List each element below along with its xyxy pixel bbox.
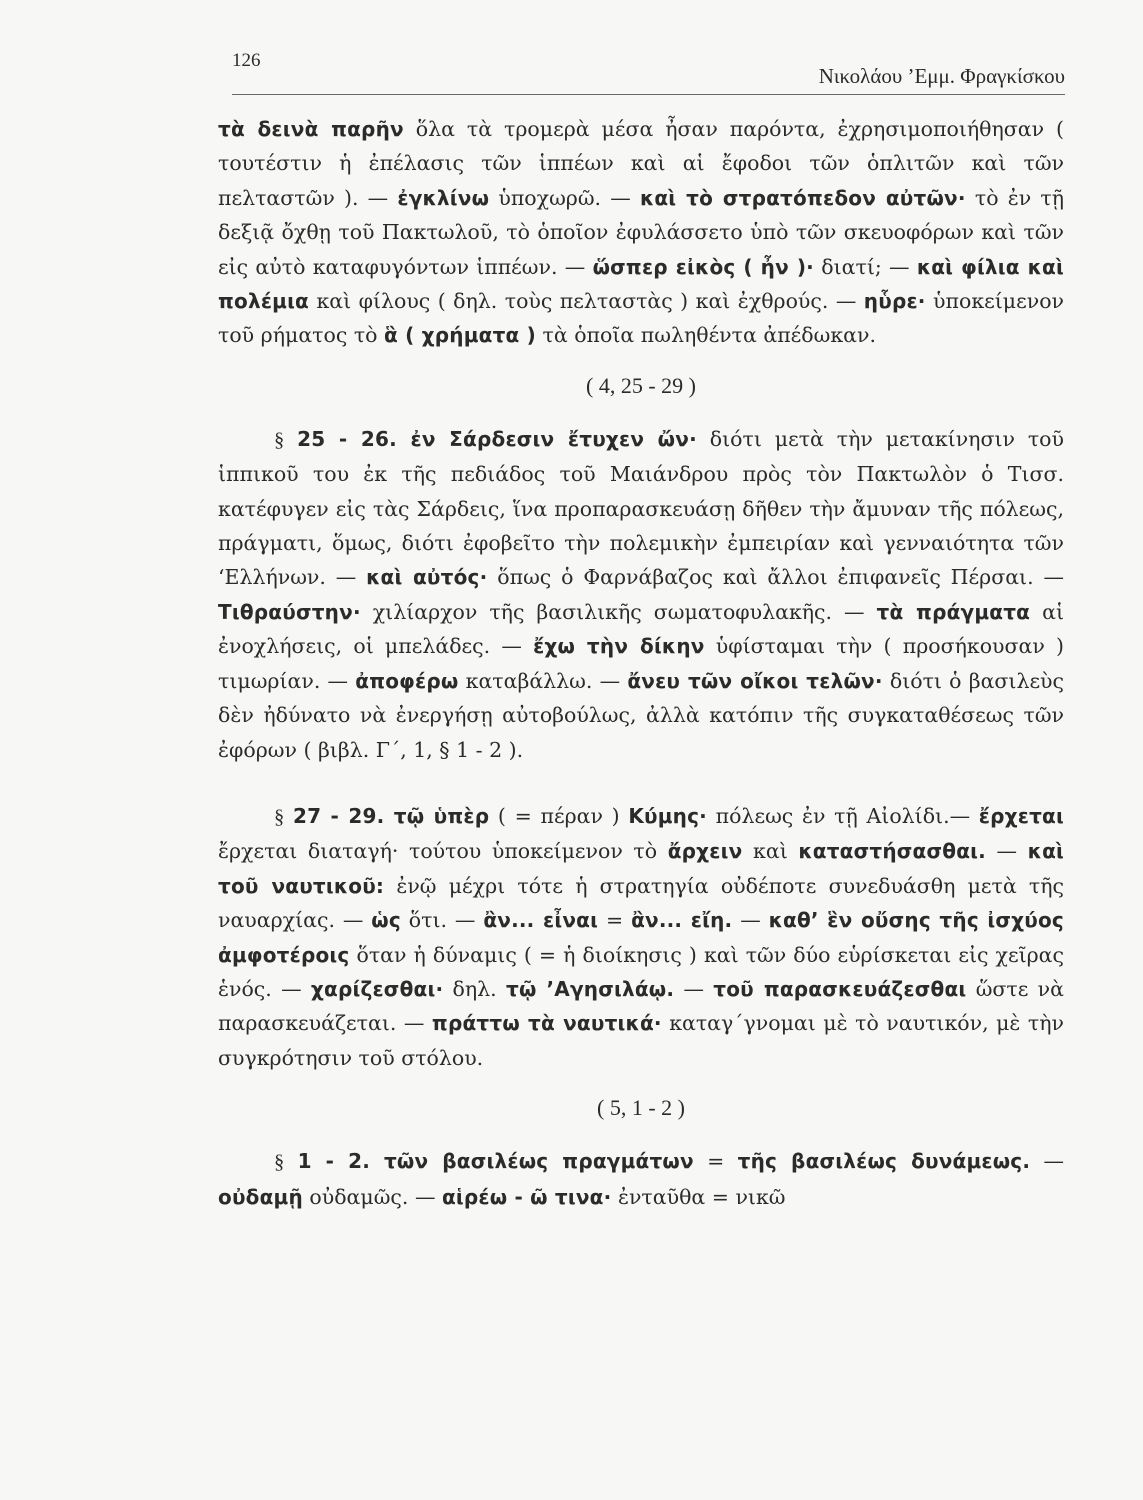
gloss: ἐνῷ μέχρι τότε ἡ στρατηγία οὐδέποτε συνεδυάσθη μετὰ τῆς ναυαρχίας. — — [218, 873, 1065, 933]
gloss: δηλ. — [443, 976, 506, 1001]
gloss: καὶ φίλους ( δηλ. τοὺς πελταστὰς ) καὶ ἐχθρούς. — — [309, 289, 864, 314]
gloss: ὑφίσταμαι τὴν ( προσήκουσαν ) τιμωρίαν. — — [218, 634, 1064, 693]
gloss: καταγ΄γνομαι μὲ τὸ ναυτικόν, μὲ τὴν συγκρότησιν τοῦ στόλου. — [218, 1011, 1064, 1070]
lemma: καὶ τὸ στρατόπεδον αὐτῶν· — [639, 185, 966, 210]
section-sign: § — [274, 1151, 285, 1174]
lemma: πράττω τὰ ναυτικά· — [431, 1011, 662, 1036]
gloss: — — [674, 976, 714, 1001]
space — [284, 427, 297, 451]
space — [284, 1149, 297, 1173]
gloss: ὑποκείμενον τοῦ ρήματος τὸ — [218, 289, 1064, 348]
section-reference: ( 5, 1 - 2 ) — [597, 1095, 685, 1121]
lemma: τὰ δεινὰ παρῆν — [218, 117, 404, 141]
space — [284, 804, 293, 828]
gloss: ὅπως ὁ Φαρνάβαζος καὶ ἄλλοι ἐπιφανεῖς Πέρσαι. — — [487, 565, 1064, 590]
commentary-paragraph-3 — [218, 799, 1064, 1075]
lemma: ὡς — [371, 908, 401, 933]
lemma: ηὗρε· — [863, 289, 926, 314]
gloss: ὑποχωρῶ. — — [489, 185, 640, 210]
lemma: καὶ τοῦ ναυτικοῦ: — [218, 839, 1064, 898]
page-header — [232, 44, 1065, 95]
lemma: καταστήσασθαι. — [798, 839, 986, 864]
commentary-paragraph-1 — [218, 112, 1064, 353]
lemma: ἃ ( χρήματα ) — [384, 323, 536, 348]
gloss: οὐδαμῶς. — — [302, 1184, 442, 1209]
gloss: ὥστε νὰ παρασκευάζεται. — — [218, 976, 1064, 1036]
gloss: — — [1030, 1149, 1064, 1174]
lemma: ἂν... εἶναι — [483, 908, 599, 933]
section-sign: § — [274, 805, 285, 828]
section-sign: § — [274, 428, 285, 451]
lemma: ὥσπερ εἰκὸς ( ἦν )· — [592, 254, 814, 279]
gloss: = — [693, 1149, 738, 1174]
commentary-paragraph-4 — [218, 1144, 1064, 1214]
section-reference: ( 4, 25 - 29 ) — [586, 372, 696, 398]
gloss: αἱ ἐνοχλήσεις, οἱ μπελάδες. — — [218, 599, 1064, 659]
gloss: καὶ — [742, 839, 799, 864]
lemma: Κύμης· — [628, 803, 707, 828]
gloss: διατί; — — [813, 254, 917, 279]
gloss: τὰ ὁποῖα πωληθέντα ἀπέδωκαν. — [535, 323, 876, 348]
lemma: τῆς βασιλέως δυνάμεως. — [737, 1149, 1031, 1174]
gloss: ἐνταῦθα = νικῶ — [611, 1184, 786, 1209]
lemma: τὰ πράγματα — [876, 599, 1031, 624]
lemma: 25 - 26. ἐν Σάρδεσιν ἔτυχεν ὤν· — [297, 426, 697, 451]
gloss: χιλίαρχον τῆς βασιλικῆς σωματοφυλακῆς. — — [360, 599, 877, 624]
lemma: 27 - 29. τῷ ὑπὲρ — [292, 803, 490, 828]
lemma: καὶ φίλια καὶ πολέμια — [218, 254, 1064, 314]
gloss: ὅταν ἡ δύναμις ( = ἡ διοίκησις ) καὶ τῶν δύο εὑρίσκεται εἰς χεῖρας ἑνός. — — [218, 942, 1064, 1001]
lemma: αἱρέω - ῶ τινα· — [441, 1184, 612, 1209]
lemma: 1 - 2. τῶν βασιλέως πραγμάτων — [297, 1149, 694, 1174]
running-title: Νικολάου ’Εμμ. Φραγκίσκου — [818, 64, 1065, 88]
lemma: τοῦ παρασκευάζεσθαι — [713, 976, 967, 1001]
gloss: — — [732, 908, 769, 933]
gloss: — — [985, 839, 1028, 864]
lemma: τῷ ’Αγησιλάῳ. — [506, 976, 675, 1001]
lemma: καὶ αὐτός· — [366, 565, 488, 590]
lemma: ἔχω τὴν δίκην — [533, 634, 705, 659]
gloss: καταβάλλω. — — [458, 668, 628, 693]
lemma: Τιθραύστην· — [218, 599, 361, 624]
gloss: ἔρχεται διαταγή· τούτου ὑποκείμενον τὸ — [218, 839, 668, 864]
gloss: ὅλα τὰ τρομερὰ μέσα ἦσαν παρόντα, ἐχρησιμοποιήθησαν ( τουτέστιν ἡ ἐπέλασις τῶν ἱππέων καὶ αἱ ἔφοδοι τῶν ὁπλιτῶν καὶ τῶν πελταστῶν ). — — [218, 117, 1065, 210]
gloss: = — [598, 908, 632, 933]
commentary-paragraph-2 — [218, 422, 1064, 767]
lemma: ἐγκλίνω — [397, 185, 490, 210]
lemma: ἀποφέρω — [355, 668, 459, 693]
lemma: ἔρχεται — [978, 803, 1064, 828]
lemma: χαρίζεσθαι· — [310, 976, 444, 1001]
lemma: ἄρχειν — [667, 839, 743, 864]
gloss: ὅτι. — — [400, 908, 484, 933]
gloss: διότι μετὰ τὴν μετακίνησιν τοῦ ἱππικοῦ του ἐκ τῆς πεδιάδος τοῦ Μαιάνδρου πρὸς τὸν Πακτωλὸν ὁ Τισσ. κατέφυγεν εἰς τὰς Σάρδεις, ἵνα προπαρασκευάσῃ δῆθεν τὴν ἄμυναν τῆς πόλεως, πράγματι, ὅμως, διότι ἐφοβεῖτο τὴν πολεμικὴν ἐμπειρίαν καὶ γενναιότητα τῶν ‘Ελλήνων. — — [218, 426, 1064, 590]
lemma: οὐδαμῇ — [218, 1184, 303, 1209]
lemma: καθ’ ἓν οὔσης τῆς ἰσχύος ἀμφοτέροις — [218, 908, 1064, 967]
page-body — [218, 112, 1064, 1214]
lemma: ἄνευ τῶν οἴκοι τελῶν· — [627, 668, 883, 693]
lemma: ἂν... εἴη. — [631, 908, 733, 933]
gloss: διότι ὁ βασιλεὺς δὲν ἠδύνατο νὰ ἐνεργήσῃ αὐτοβούλως, ἀλλὰ κατόπιν τῆς συγκαταθέσεως τῶν ἐφόρων ( βιβλ. Γ΄, 1, § 1 - 2 ). — [218, 668, 1065, 762]
page-number: 126 — [232, 50, 261, 71]
gloss: πόλεως ἐν τῇ Αἰολίδι.— — [706, 803, 979, 828]
gloss: τὸ ἐν τῇ δεξιᾷ ὄχθῃ τοῦ Πακτωλοῦ, τὸ ὁποῖον ἐφυλάσσετο ὑπὸ τῶν σκευοφόρων καὶ τῶν εἰς αὐτὸ καταφυγόντων ἱππέων. — — [218, 185, 1064, 279]
gloss: ( = πέραν ) — [489, 803, 629, 828]
